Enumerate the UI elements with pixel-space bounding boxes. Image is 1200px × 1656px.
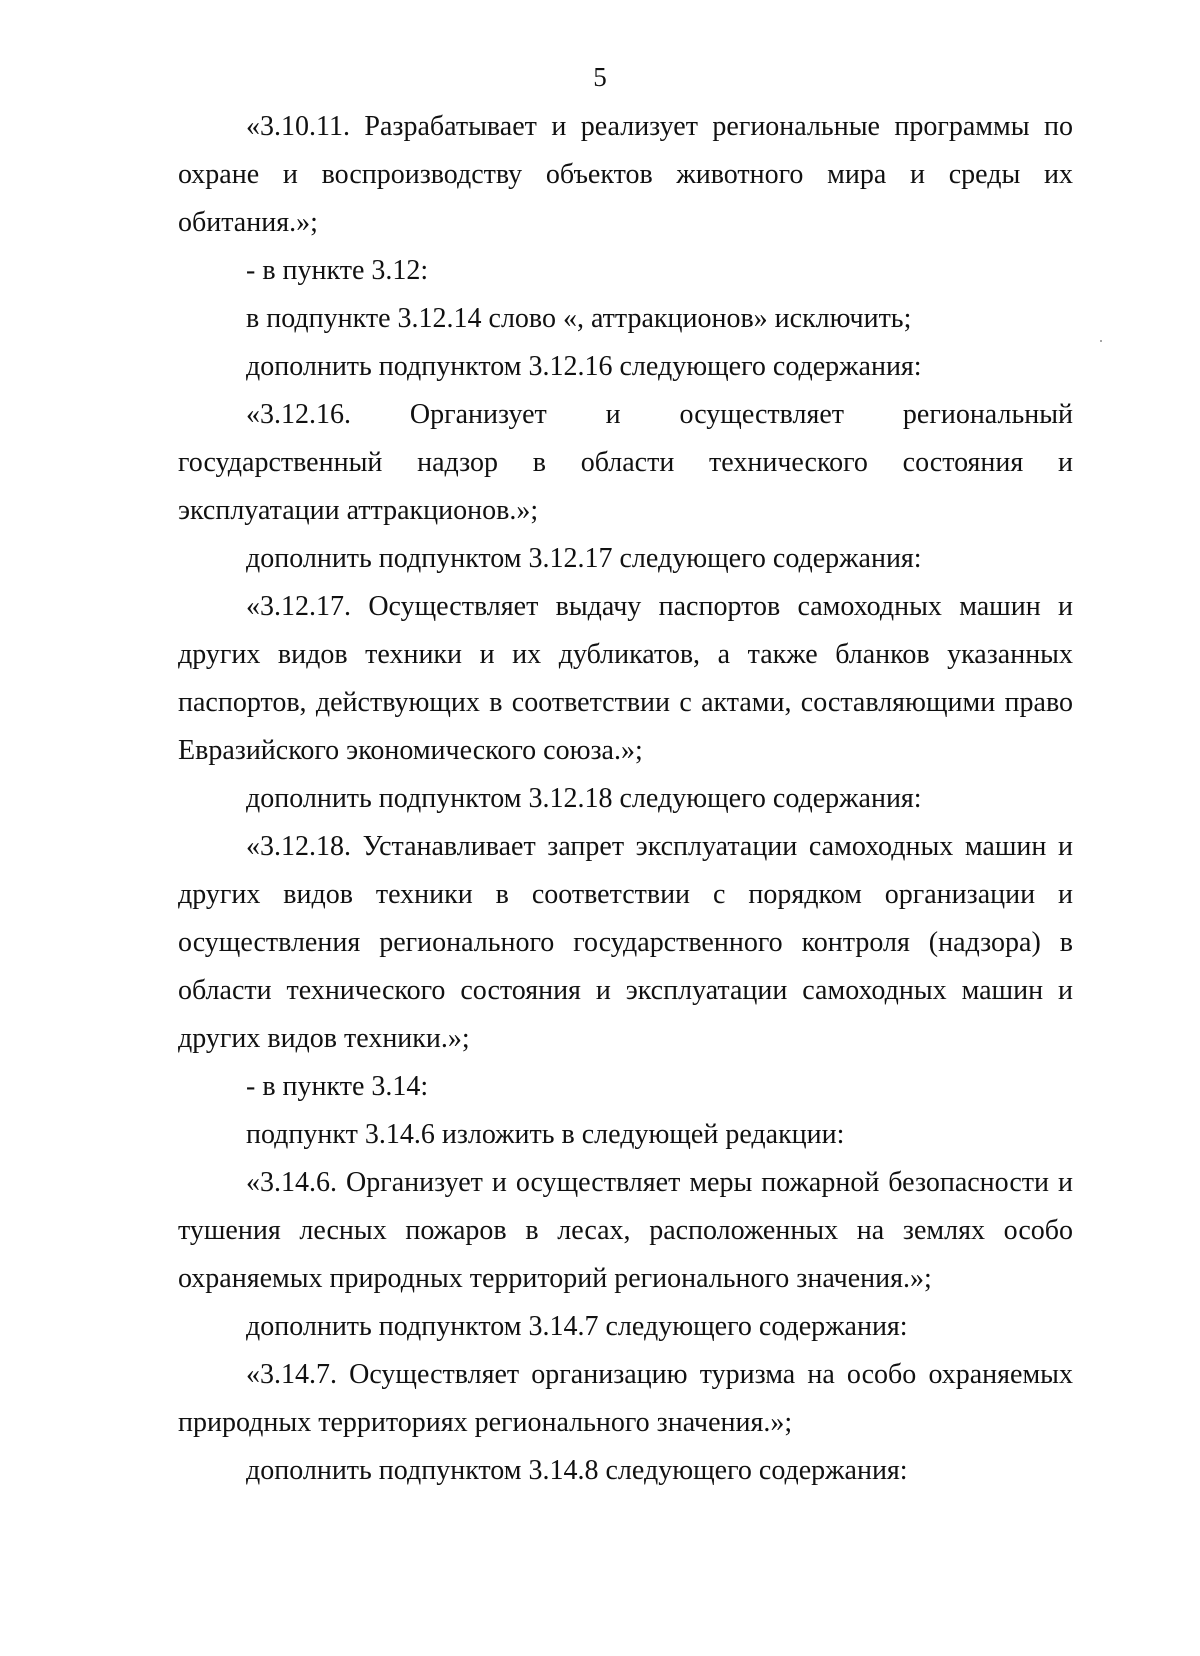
paragraph-3-10-11: «3.10.11. Разрабатывает и реализует региональные программы по охране и воспроизводству объектов животного мира и среды их обитания.»;: [178, 111, 1073, 238]
paragraph-add-3-14-7: дополнить подпунктом 3.14.7 следующего содержания:: [246, 1311, 908, 1342]
document-body: [178, 103, 1073, 1495]
paragraph-add-3-12-17: дополнить подпунктом 3.12.17 следующего содержания:: [246, 543, 922, 574]
paragraph-3-14-6: «3.14.6. Организует и осуществляет меры пожарной безопасности и тушения лесных пожаров в лесах, расположенных на землях особо охраняемых природных территорий регионального значения.»;: [178, 1167, 1073, 1294]
paragraph-item-3-14: - в пункте 3.14:: [246, 1071, 429, 1102]
paragraph-3-12-16: «3.12.16. Организует и осуществляет региональный государственный надзор в области технического состояния и эксплуатации аттракционов.»;: [178, 399, 1073, 526]
paragraph-3-14-6-amendment: подпункт 3.14.6 изложить в следующей редакции:: [246, 1119, 845, 1150]
paragraph-add-3-12-18: дополнить подпунктом 3.12.18 следующего содержания:: [246, 783, 922, 814]
paragraph-3-12-14-amendment: в подпункте 3.12.14 слово «, аттракционов» исключить;: [246, 303, 912, 334]
paragraph-3-12-18: «3.12.18. Устанавливает запрет эксплуатации самоходных машин и других видов техники в соответствии с порядком организации и осуществления регионального государственного контроля (надзора) в области технического состояния и эксплуатации самоходных машин и других видов техники.»;: [178, 831, 1073, 1054]
scan-speck: [1100, 340, 1102, 342]
paragraph-item-3-12: - в пункте 3.12:: [246, 255, 429, 286]
paragraph-3-14-7: «3.14.7. Осуществляет организацию туризма на особо охраняемых природных территориях регионального значения.»;: [178, 1359, 1073, 1438]
paragraph-add-3-12-16: дополнить подпунктом 3.12.16 следующего содержания:: [246, 351, 922, 382]
paragraph-3-12-17: «3.12.17. Осуществляет выдачу паспортов самоходных машин и других видов техники и их дубликатов, а также бланков указанных паспортов, действующих в соответствии с актами, составляющими право Евразийского экономического союза.»;: [178, 591, 1073, 766]
paragraph-add-3-14-8: дополнить подпунктом 3.14.8 следующего содержания:: [246, 1455, 908, 1486]
page-number: 5: [593, 62, 607, 92]
